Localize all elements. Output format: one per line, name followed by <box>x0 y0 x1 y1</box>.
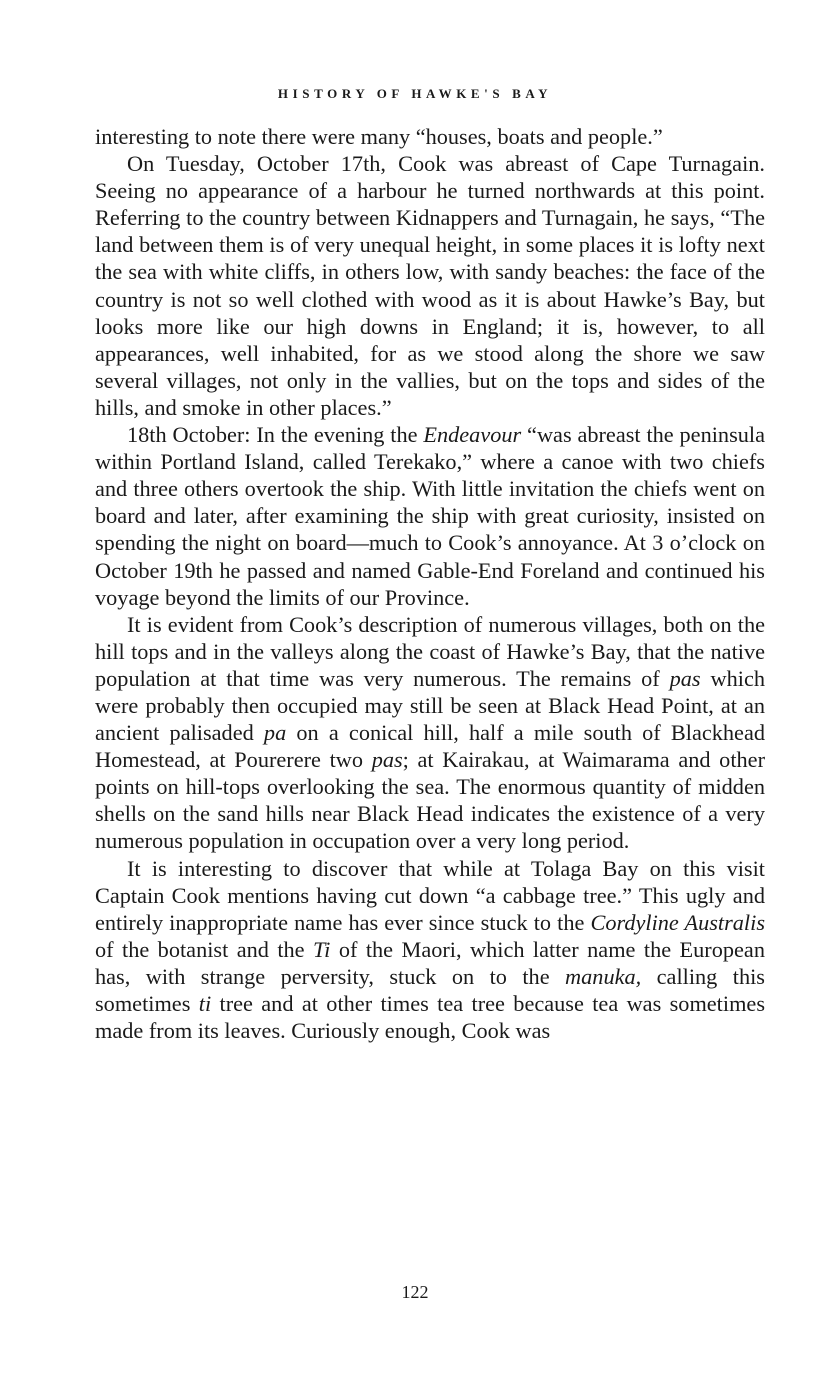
italic-text: pas <box>371 747 403 773</box>
italic-text: Ti <box>313 936 331 962</box>
italic-text: pas <box>669 665 701 691</box>
paragraph-p1 <box>95 123 765 150</box>
text-run: tree and at other times tea tree because tea was sometimes made from its leaves. Curiously enough, Cook was <box>95 991 765 1044</box>
paragraph-p4 <box>95 611 765 855</box>
text-run: “was abreast the peninsula within Portland Island, called Terekako,” where a canoe with two chiefs and three others overtook the ship. With little invitation the chiefs went on board and later, after examining the ship with great curiosity, insisted on spending the night on board—much to Cook’s annoyance. At 3 o’clock on October 19th he passed and named Gable-End Foreland and continued his voyage beyond the limits of our Province. <box>95 422 765 610</box>
text-run: of the Maori, which latter name the European has, with strange perversity, stuck on to the <box>95 936 765 989</box>
italic-text: ti <box>198 991 212 1016</box>
text-run: on a conical hill, half a mile south of Blackhead Homestead, at Pourerere two <box>95 720 765 773</box>
italic-text: pa <box>263 720 287 746</box>
running-head: HISTORY OF HAWKE'S BAY <box>277 86 553 101</box>
paragraph-p5 <box>95 855 765 1045</box>
text-run: which were probably then occupied may still be seen at Black Head Point, at an ancient palisaded <box>95 665 765 746</box>
text-run: On Tuesday, October 17th, Cook was abreast of Cape Turnagain. Seeing no appearance of a harbour he turned northwards at this point. Referring to the country between Kidnappers and Turnagain, he says, “The land between them is of very unequal height, in some places it is lofty next the sea with white cliffs, in others low, with sandy beaches: the face of the country is not so well clothed with wood as it is about Hawke’s Bay, but looks more like our high downs in England; it is, however, to all appearances, well inhabited, for as we stood along the shore we saw several villages, not only in the vallies, but on the tops and sides of the hills, and smoke in other places.” <box>95 151 765 420</box>
text-run: of the botanist and the <box>95 936 314 962</box>
body-text <box>95 123 765 1044</box>
paragraph-p3 <box>95 421 765 611</box>
text-run: It is evident from Cook’s description of numerous villages, both on the hill tops and in the valleys along the coast of Hawke’s Bay, that the native population at that time was very numerous. The remains of <box>95 611 765 691</box>
italic-text: Cordyline Australis <box>590 909 766 935</box>
page-number: 122 <box>401 1282 429 1302</box>
italic-text: manuka, <box>565 963 642 989</box>
text-run: ; at Kairakau, at Waimarama and other points on hill-tops overlooking the sea. The enormous quantity of midden shells on the sand hills near Black Head indicates the existence of a very numerous population in occupation over a very long period. <box>95 747 765 854</box>
italic-text: Endeavour <box>423 422 522 448</box>
paragraph-p2 <box>95 150 765 421</box>
text-run: interesting to note there were many “houses, boats and people.” <box>95 124 663 149</box>
text-run: 18th October: In the evening the <box>127 422 424 448</box>
text-run: calling this sometimes <box>95 963 765 1016</box>
text-run: It is interesting to discover that while at Tolaga Bay on this visit Captain Cook mentions having cut down “a cabbage tree.” This ugly and entirely inappropriate name has ever since stuck to the <box>95 855 765 935</box>
